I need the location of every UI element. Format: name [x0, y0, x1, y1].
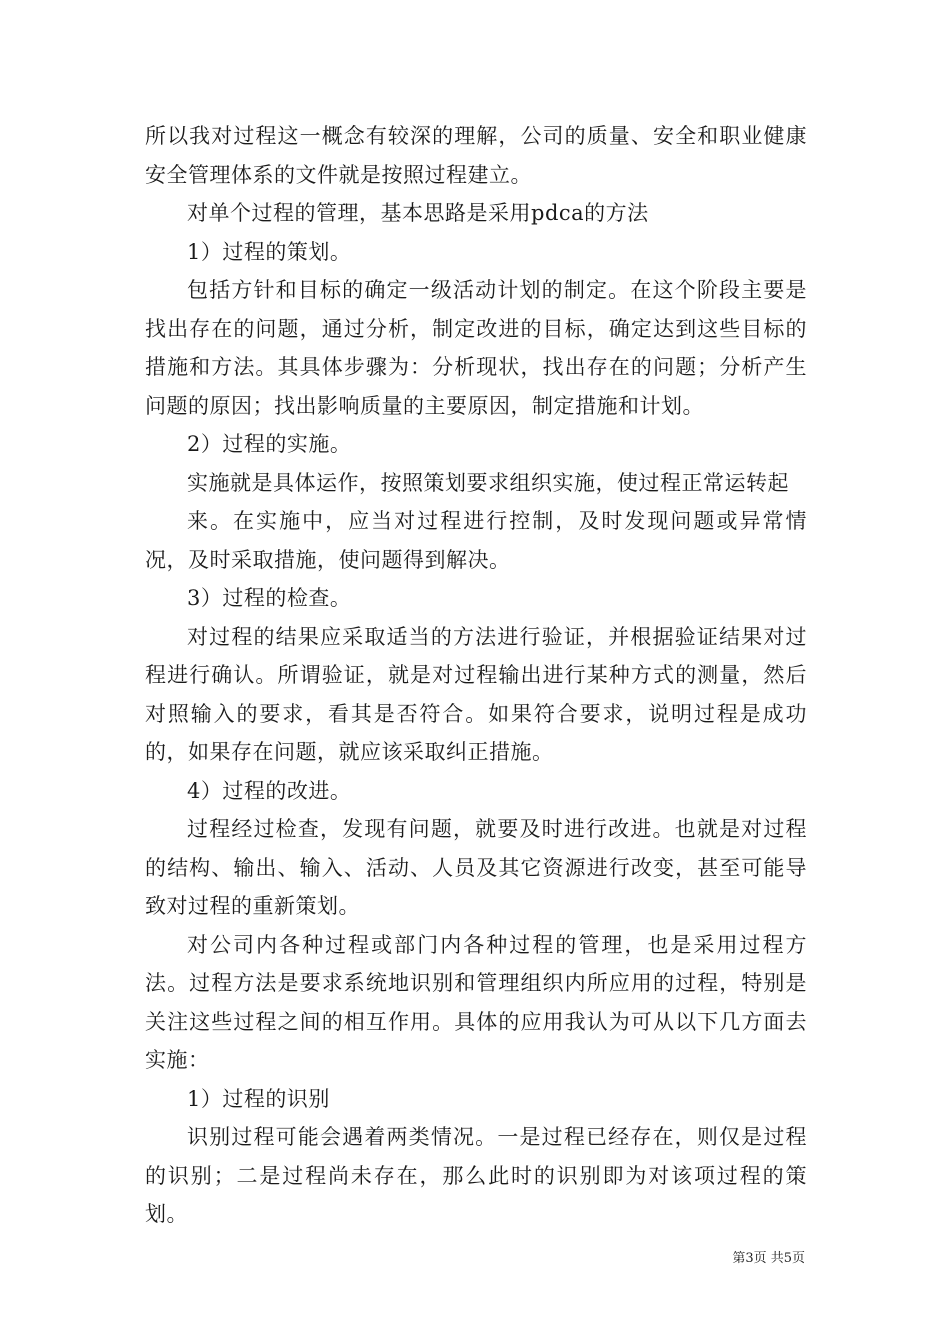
paragraph-5: 2）过程的实施。 [187, 432, 352, 456]
paragraph-8: 3）过程的检查。 [187, 586, 352, 610]
paragraph-4: 包括方针和目标的确定一级活动计划的制定。在这个阶段主要是找出存在的问题，通过分析，制定改进的目标，确定达到这些目标的措施和方法。其具体步骤为：分析现状，找出存在的问题；分析产生问题的原因；找出影响质量的主要原因，制定措施和计划。 [145, 278, 807, 418]
paragraph-14: 识别过程可能会遇着两类情况。一是过程已经存在，则仅是过程的识别；二是过程尚未存在，那么此时的识别即为对该项过程的策划。 [145, 1125, 807, 1226]
paragraph-6: 实施就是具体运作，按照策划要求组织实施，使过程正常运转起 [187, 470, 789, 495]
page-number-footer: 第3页 共5页 [732, 1251, 805, 1266]
paragraph-2: 对单个过程的管理，基本思路是采用pdca的方法 [187, 201, 649, 225]
paragraph-7: 来。在实施中，应当对过程进行控制，及时发现问题或异常情况，及时采取措施，使问题得到解决。 [145, 509, 807, 572]
paragraph-1: 所以我对过程这一概念有较深的理解，公司的质量、安全和职业健康安全管理体系的文件就是按照过程建立。 [145, 124, 807, 187]
paragraph-11: 过程经过检查，发现有问题，就要及时进行改进。也就是对过程的结构、输出、输入、活动、人员及其它资源进行改变，甚至可能导致对过程的重新策划。 [145, 817, 807, 918]
paragraph-13: 1）过程的识别 [187, 1086, 330, 1111]
paragraph-3: 1）过程的策划。 [187, 239, 352, 264]
body-text [145, 117, 807, 1234]
paragraph-9: 对过程的结果应采取适当的方法进行验证，并根据验证结果对过程进行确认。所谓验证，就是对过程输出进行某种方式的测量，然后对照输入的要求，看其是否符合。如果符合要求，说明过程是成功的，如果存在问题，就应该采取纠正措施。 [145, 624, 807, 764]
paragraph-12: 对公司内各种过程或部门内各种过程的管理，也是采用过程方法。过程方法是要求系统地识别和管理组织内所应用的过程，特别是关注这些过程之间的相互作用。具体的应用我认为可从以下几方面去实施： [145, 932, 807, 1072]
paragraph-10: 4）过程的改进。 [187, 778, 352, 803]
